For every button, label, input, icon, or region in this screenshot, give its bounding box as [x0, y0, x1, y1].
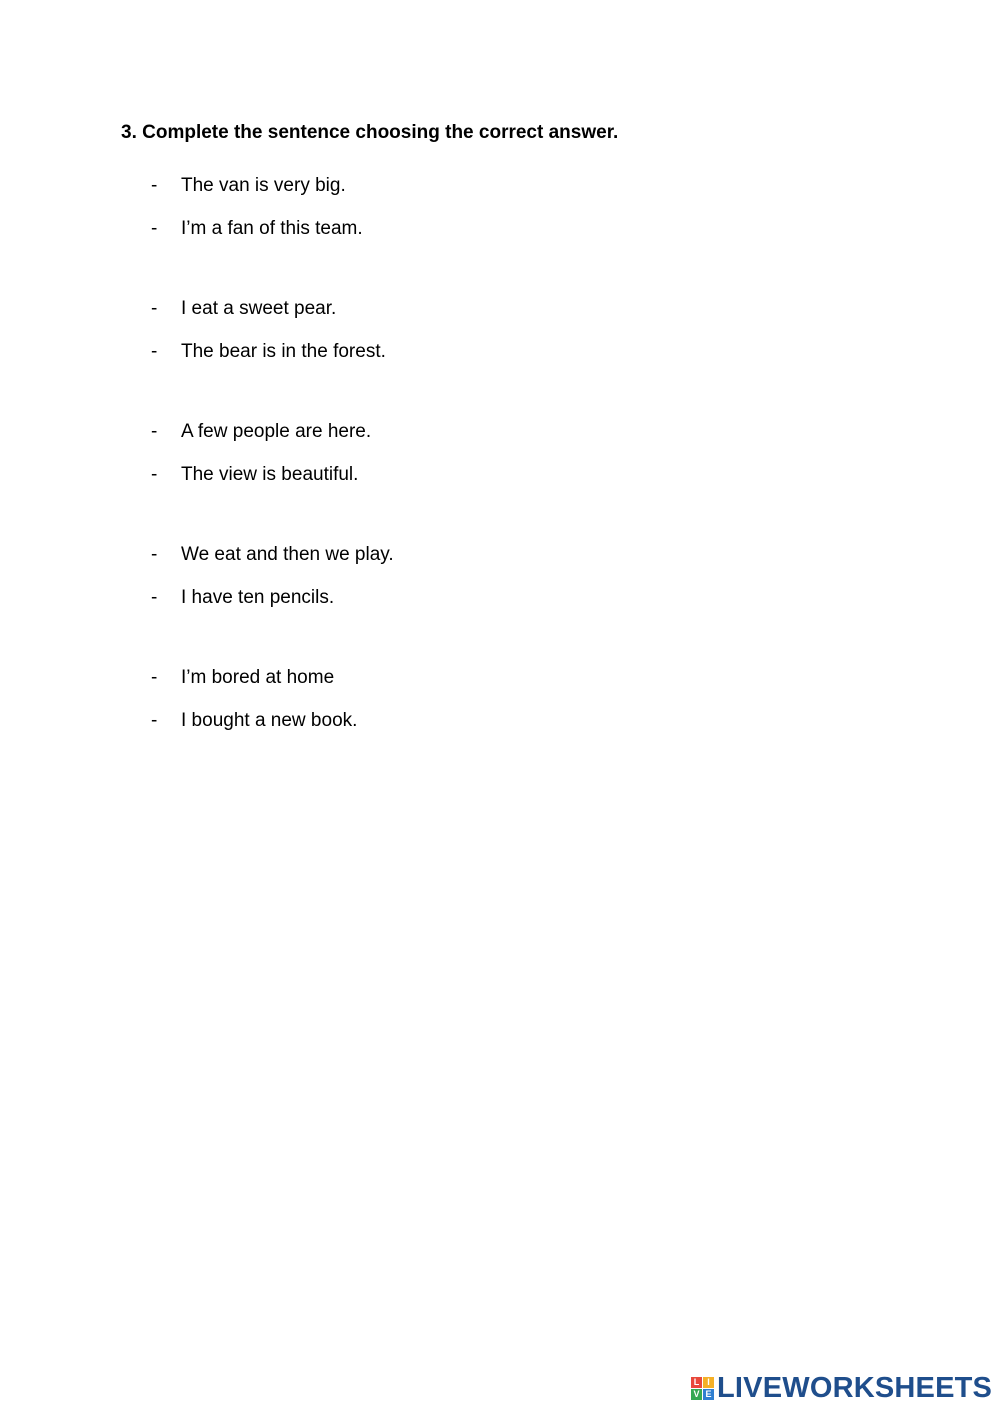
- sentence-text: A few people are here.: [181, 421, 372, 442]
- sentence-text: I’m a fan of this team.: [181, 218, 363, 239]
- logo-letter-v: V: [691, 1389, 702, 1400]
- bullet-dash: -: [151, 667, 158, 688]
- logo-letter-i: I: [703, 1377, 714, 1388]
- bullet-dash: -: [151, 464, 158, 485]
- logo-wordmark: LIVEWORKSHEETS: [717, 1372, 993, 1404]
- sentence-text: We eat and then we play.: [181, 544, 394, 565]
- logo-icon: [691, 1377, 714, 1400]
- logo-letter-e: E: [703, 1389, 714, 1400]
- sentence-text: I bought a new book.: [181, 710, 358, 731]
- bullet-dash: -: [151, 341, 158, 362]
- liveworksheets-logo: [691, 1374, 992, 1402]
- bullet-dash: -: [151, 421, 158, 442]
- bullet-dash: -: [151, 175, 158, 196]
- sentence-text: The van is very big.: [181, 175, 346, 196]
- sentence-text: I eat a sweet pear.: [181, 298, 337, 319]
- sentence-text: The view is beautiful.: [181, 464, 359, 485]
- bullet-dash: -: [151, 544, 158, 565]
- sentence-text: I have ten pencils.: [181, 587, 335, 608]
- bullet-dash: -: [151, 298, 158, 319]
- logo-letter-l: L: [691, 1377, 702, 1388]
- bullet-dash: -: [151, 710, 158, 731]
- sentence-text: I’m bored at home: [181, 667, 335, 688]
- sentence-text: The bear is in the forest.: [181, 341, 386, 362]
- bullet-dash: -: [151, 587, 158, 608]
- bullet-dash: -: [151, 218, 158, 239]
- exercise-heading: 3. Complete the sentence choosing the correct answer.: [121, 122, 619, 143]
